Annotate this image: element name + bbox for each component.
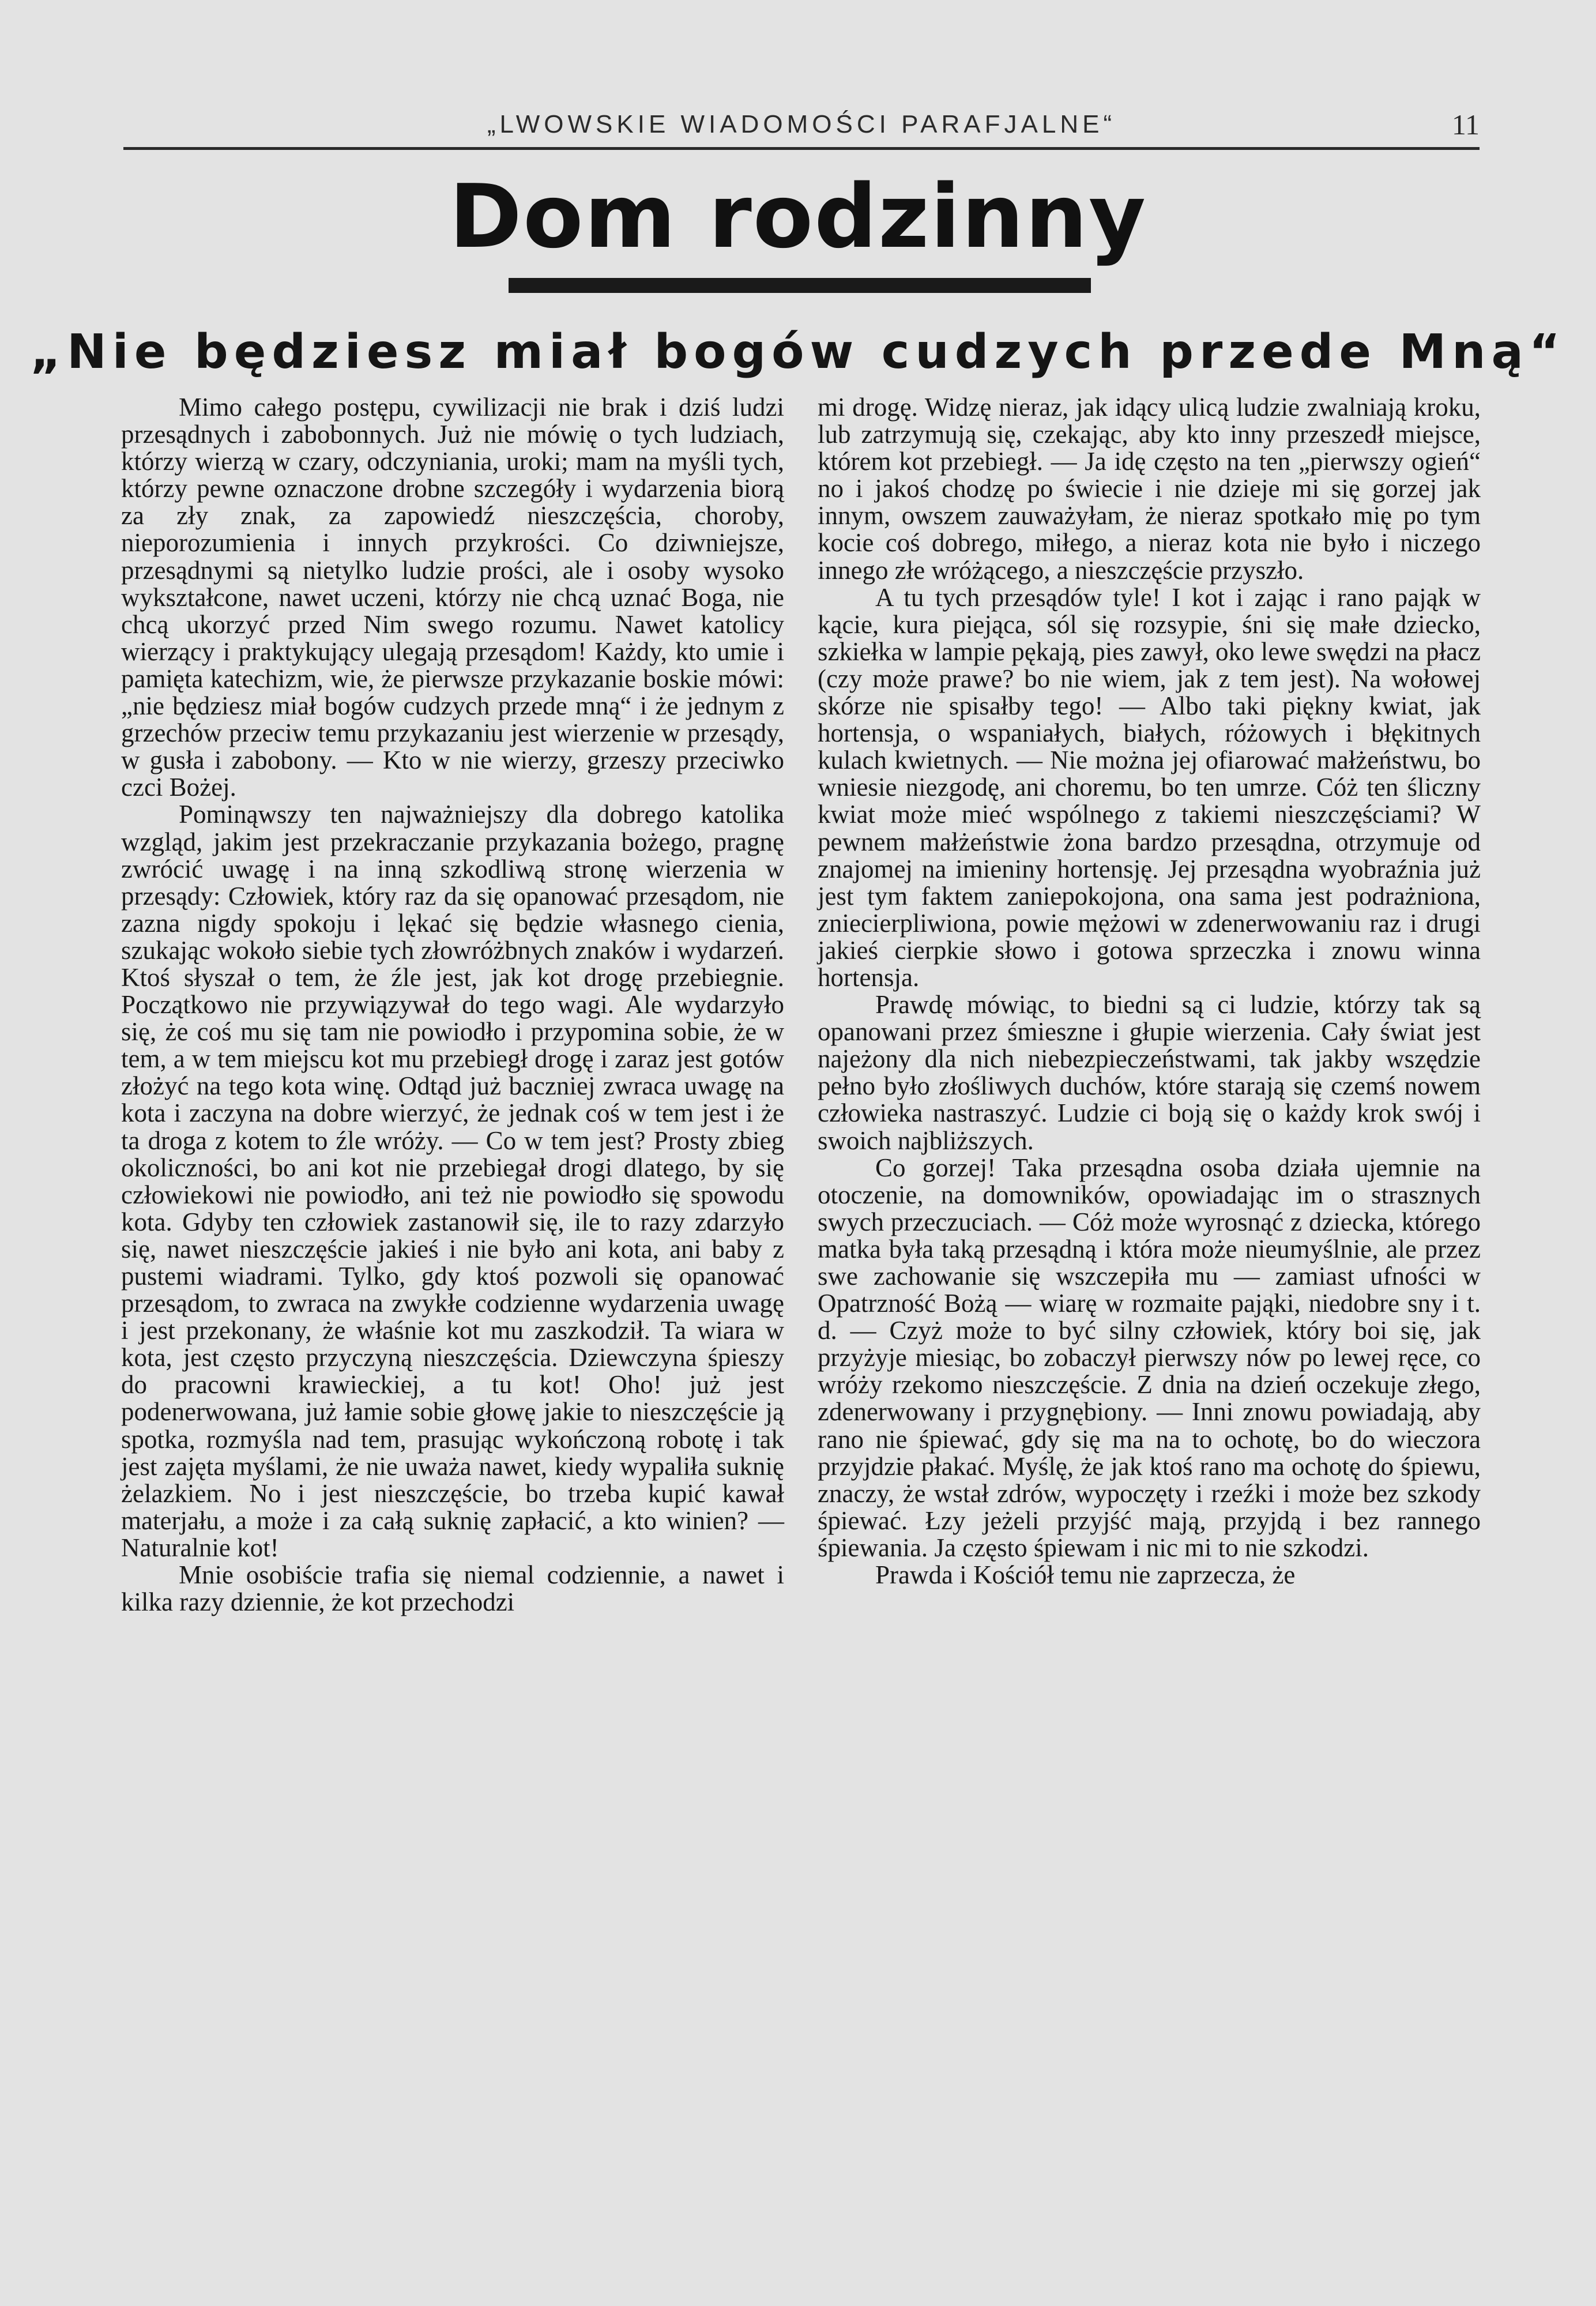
paragraph: Mimo całego postępu, cywilizacji nie brak i dziś ludzi przesądnych i zabobonnych. Już nie mówię o tych ludziach, którzy wierzą w czary, odczyniania, uroki; mam na myśli tych, którzy pewne oznaczone drobne szczegóły i wydarzenia biorą za zły znak, za zapowiedź nieszczęścia, choroby, nieporozumienia i innych przykrości. Co dziwniejsze, przesądnymi są nietylko ludzie prości, ale i osoby wysoko wykształcone, nawet uczeni, którzy nie chcą uznać Boga, nie chcą ukorzyć przed Nim swego rozumu. Nawet katolicy wierzący i praktykujący ulegają przesądom! Każdy, kto umie i pamięta katechizm, wie, że pierwsze przykazanie boskie mówi: „nie będziesz miał bogów cudzych przede mną“ i że jednym z grzechów przeciw temu przykazaniu jest wierzenie w przesądy, w gusła i zabobony. — Kto w nie wierzy, grzeszy przeciwko czci Bożej. — [121, 393, 784, 802]
article-title: Dom rodzinny — [449, 165, 1147, 268]
paragraph: A tu tych przesądów tyle! I kot i zając i rano pająk w kącie, kura piejąca, sól się rozsypie, śni się małe dziecko, szkiełka w lampie pękają, pies zawył, oko lewe swędzi na płacz (czy może prawe? bo nie wiem, jak z tem jest). Na wołowej skórze nie spisałby tego! — Albo taki piękny kwiat, jak hortensja, o wspaniałych, białych, różowych i błękitnych kulach kwietnych. — Nie można jej ofiarować małżeństwu, bo wniesie niezgodę, ani choremu, bo ten umrze. Cóż ten śliczny kwiat może mieć wspólnego z takiemi nieszczęściami? W pewnem małżeństwie żona bardzo przesądna, otrzymuje od znajomej na imieniny hortensję. Jej przesądna wyobraźnia już jest tym faktem zaniepokojona, ona sama jest podrażniona, zniecierpliwiona, powie mężowi w zdenerwowaniu raz i drugi jakieś cierpkie słowo i gotowa sprzeczka i znowu winna hortensja. — [818, 582, 1481, 992]
paragraph: Mnie osobiście trafia się niemal codziennie, a nawet i kilka razy dziennie, że kot przechodzi — [121, 1560, 784, 1617]
page-number: 11 — [1451, 108, 1480, 141]
paragraph: Pominąwszy ten najważniejszy dla dobrego katolika wzgląd, jakim jest przekraczanie przykazania bożego, pragnę zwrócić uwagę i na inną szkodliwą stronę wierzenia w przesądy: Człowiek, który raz da się opanować przesądom, nie zazna nigdy spokoju i lękać się będzie własnego cienia, szukając wokoło siebie tych złowróżbnych znaków i wydarzeń. Ktoś słyszał o tem, że źle jest, jak kot drogę przebiegnie. Początkowo nie przywiązywał do tego wagi. Ale wydarzyło się, że coś mu się tam nie powiodło i przypomina sobie, że w tem, a w tem miejscu kot mu przebiegł drogę i zaraz jest gotów złożyć na tego kota winę. Odtąd już baczniej zwraca uwagę na kota i zaczyna na dobre wierzyć, że jednak coś w tem jest i że ta droga z kotem to źle wróży. — Co w tem jest? Prosty zbieg okoliczności, bo ani kot nie przebiegał drogi dlatego, by się człowiekowi nie powiodło, ani też nie powiodło się spowodu kota. Gdyby ten człowiek zastanowił się, ile to razy zdarzyło się, nawet nieszczęście jakieś i nie było ani kota, ani baby z pustemi wiadrami. Tylko, gdy ktoś pozwoli się opanować przesądom, to zwraca na zwykłe codzienne wydarzenia uwagę i jest przekonany, że właśnie kot mu zaszkodził. Ta wiara w kota, jest często przyczyną nieszczęścia. Dziewczyna śpieszy do pracowni krawieckiej, a tu kot! Oho! już jest podenerwowana, już łamie sobie głowę jakie to nieszczęście ją spotka, rozmyśla nad tem, prasując wykończoną robotę i tak jest zajęta myślami, że nie uważa nawet, kiedy wypaliła suknię żelazkiem. No i jest nieszczęście, bo trzeba kupić kawał materjału, a może i za całą suknię zapłacić, a kto winien? — Naturalnie kot! — [121, 800, 784, 1562]
paragraph: Prawda i Kościół temu nie zaprzecza, że — [875, 1560, 1296, 1590]
running-head — [123, 106, 1480, 150]
article-subtitle: „Nie będziesz miał bogów cudzych przede Mną“ — [30, 325, 1566, 379]
right-column — [818, 394, 1481, 1589]
paragraph: Prawdę mówiąc, to biedni są ci ludzie, którzy tak są opanowani przez śmieszne i głupie wierzenia. Cały świat jest najeżony dla nich niebezpieczeństwami, tak jakby wszędzie pełno było złośliwych duchów, które starają się czemś nowem człowieka nastraszyć. Ludzie ci boją się o każdy krok swój i swoich najbliższych. — [818, 990, 1481, 1155]
journal-title: „LWOWSKIE WIADOMOŚCI PARAFJALNE“ — [487, 110, 1116, 138]
paragraph-continued: mi drogę. Widzę nieraz, jak idący ulicą ludzie zwalniają kroku, lub zatrzymują się, czekając, aby kto inny przeszedł miejsce, którem kot przebiegł. — Ja idę często na ten „pierwszy ogień“ no i jakoś chodzę po świecie i nie dzieje mi się gorzej jak innym, owszem zauważyłam, że nieraz spotkało mię po tym kocie coś dobrego, miłego, a nieraz kota nie było i niczego innego złe wróżącego, a nieszczęście przyszło. — [818, 393, 1481, 585]
title-rule — [509, 278, 1091, 293]
left-column — [121, 394, 784, 1616]
paragraph: Co gorzej! Taka przesądna osoba działa ujemnie na otoczenie, na domowników, opowiadając im o strasznych swych przeczuciach. — Cóż może wyrosnąć z dziecka, którego matka była taką przesądną i która może nieumyślnie, ale przez swe zachowanie się wszczepiła mu — zamiast ufności w Opatrzność Bożą — wiarę w rozmaite pająki, niedobre sny i t. d. — Czyż może to być silny człowiek, który boi się, jak przyżyje miesiąc, bo zobaczył pierwszy nów po lewej ręce, co wróży rzekomo nieszczęście. Z dnia na dzień oczekuje złego, zdenerwowany i przygnębiony. — Inni znowu powiadają, aby rano nie śpiewać, gdy się ma na to ochotę, bo do wieczora przyjdzie płakać. Myślę, że jak ktoś rano ma ochotę do śpiewu, znaczy, że wstał zdrów, wypoczęty i rzeźki i może bez szkody śpiewać. Łzy jeżeli przyjść mają, przyjdą i bez rannego śpiewania. Ja często śpiewam i nic mi to nie szkodzi. — [818, 1153, 1481, 1562]
